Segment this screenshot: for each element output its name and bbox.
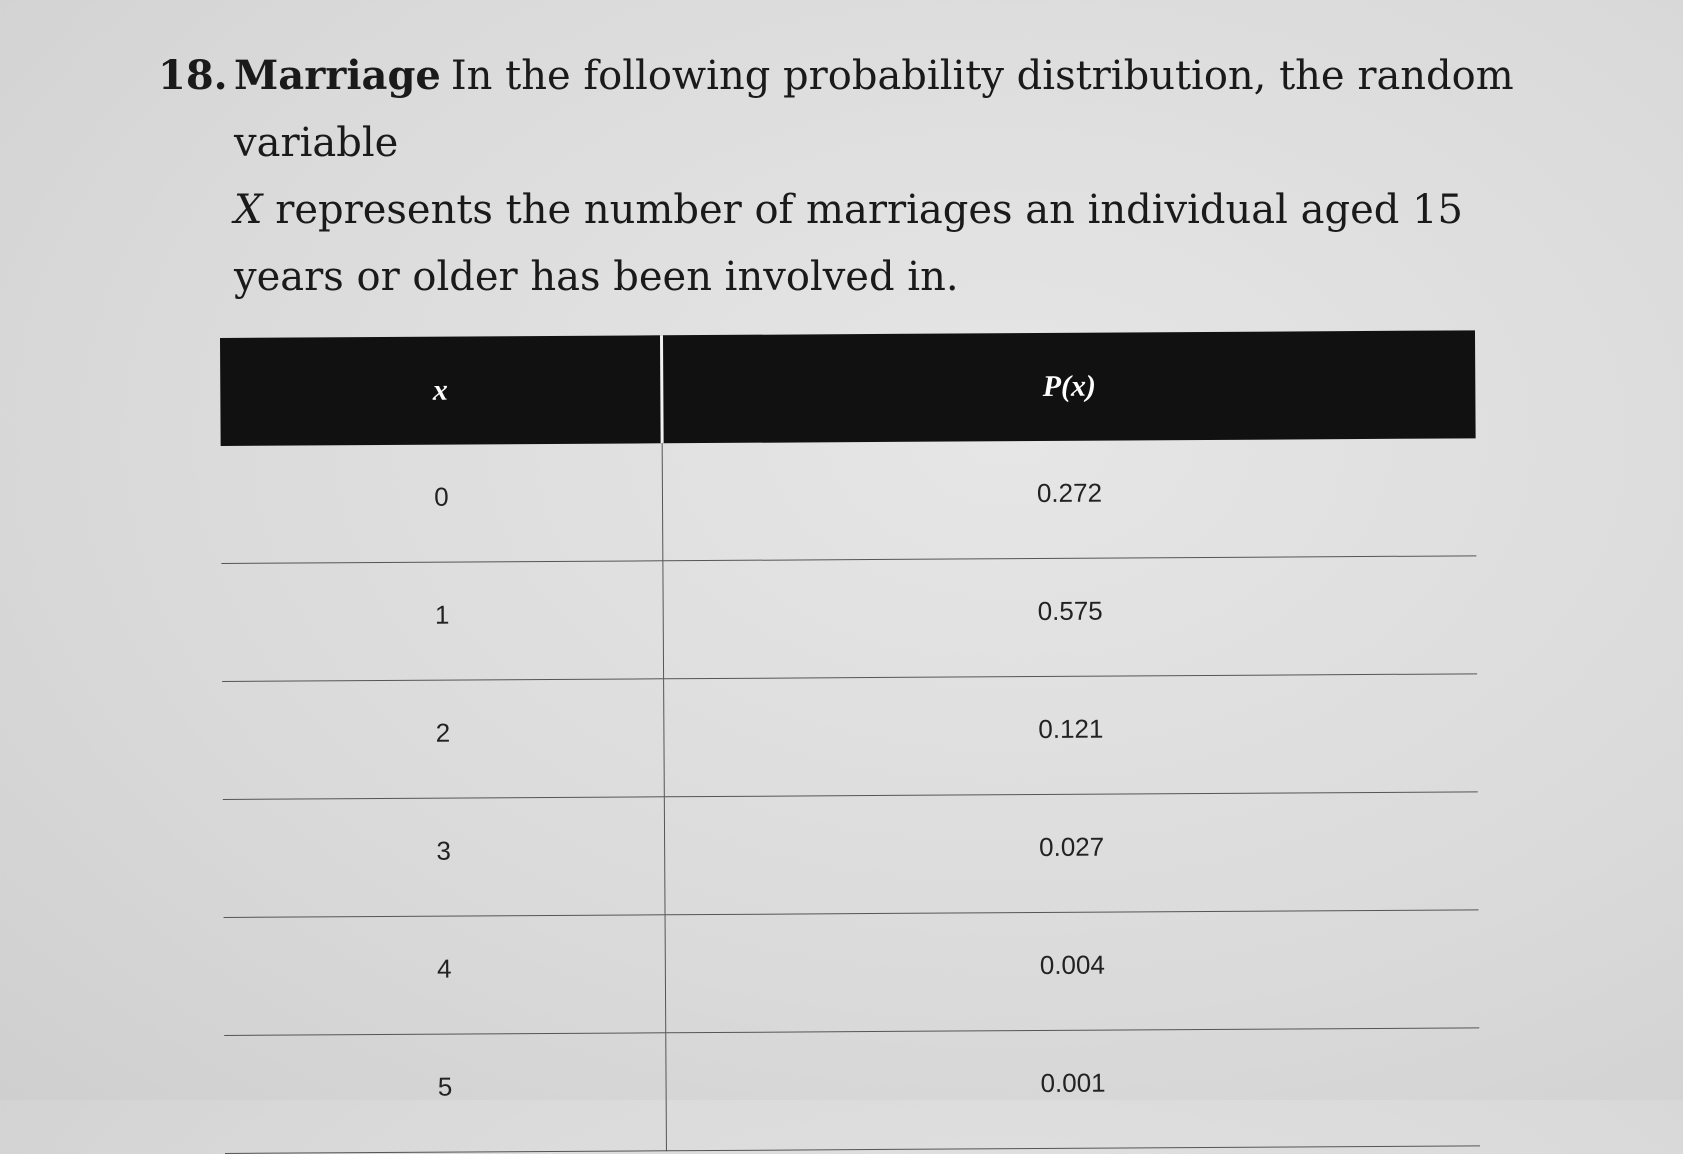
cell-x: 0: [221, 443, 663, 563]
problem-variable: X: [234, 187, 263, 233]
cell-p: 0.575: [663, 556, 1477, 679]
problem-text-part2: represents the number of marriages an individual aged 15 years or older has been involved in.: [234, 187, 1463, 300]
header-px: P(x): [661, 330, 1475, 443]
cell-x: 2: [222, 679, 664, 800]
cell-x: 4: [224, 915, 666, 1036]
problem-title: Marriage: [234, 52, 441, 99]
table-row: [221, 438, 1477, 563]
cell-p: 0.121: [664, 674, 1478, 797]
header-x: x: [220, 335, 662, 446]
cell-x: 3: [223, 797, 665, 918]
problem-body: [234, 42, 1558, 311]
table-row: [224, 1028, 1480, 1154]
cell-x: 5: [224, 1033, 666, 1154]
cell-p: 0.001: [666, 1028, 1480, 1151]
problem-number: 18.: [158, 52, 228, 99]
cell-p: 0.027: [664, 792, 1478, 915]
table-row: [223, 792, 1479, 918]
table-row: [221, 556, 1477, 682]
table-header-row: [220, 330, 1476, 446]
table-row: [224, 910, 1480, 1036]
table-row: [222, 674, 1478, 800]
problem-text-part1: In the following probability distribution, the random variable: [234, 53, 1514, 166]
probability-distribution-table: [220, 330, 1480, 1154]
problem-statement: [158, 42, 1558, 311]
probability-table-container: [220, 330, 1480, 1154]
cell-p: 0.004: [665, 910, 1479, 1033]
cell-p: 0.272: [662, 438, 1476, 560]
cell-x: 1: [221, 561, 663, 682]
